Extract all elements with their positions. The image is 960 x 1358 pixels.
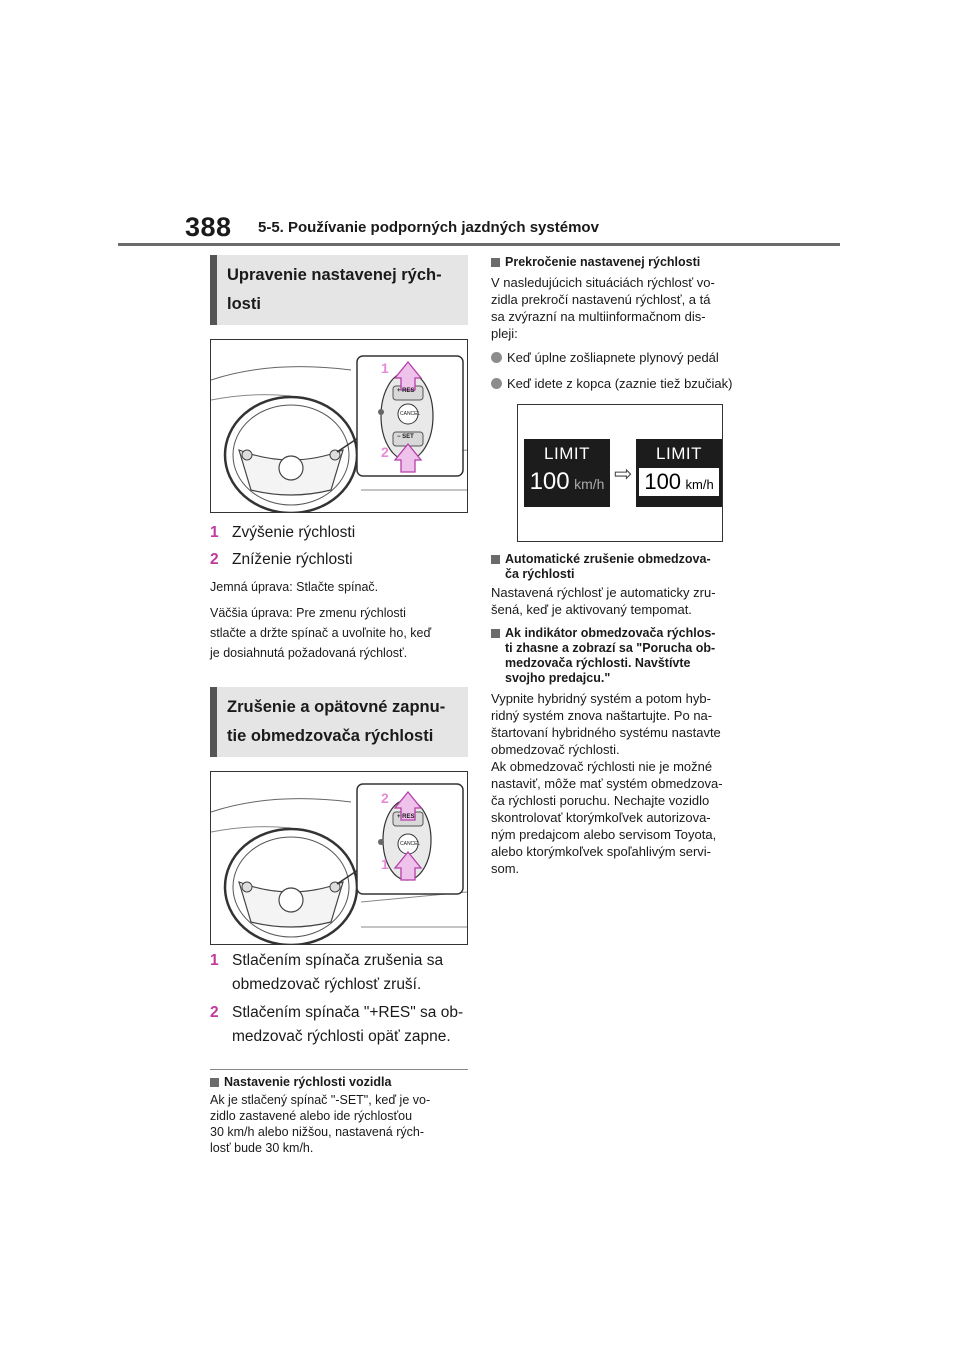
subheading-text-line: ča rýchlosti	[505, 567, 575, 581]
note-title	[210, 1075, 468, 1090]
cancel-resume-steps	[210, 949, 468, 1049]
subheading-text-line: Ak indikátor obmedzovača rýchlos-	[505, 626, 716, 640]
step-text-line: Stlačením spínača zrušenia sa	[232, 952, 444, 969]
note-fine-adjust: Jemná úprava: Stlačte spínač.	[210, 580, 379, 594]
paragraph-line: Vypnite hybridný systém a potom hyb-	[491, 691, 711, 706]
bullet-item	[491, 350, 753, 366]
steering-switch-figure-1	[210, 339, 468, 513]
paragraph-line: pleji:	[491, 326, 518, 341]
paragraph-line: ča rýchlosti poruchu. Nechajte vozidlo	[491, 793, 710, 808]
step-number: 2	[210, 551, 219, 568]
square-bullet-icon	[491, 555, 500, 564]
step-number: 2	[210, 1004, 219, 1021]
steering-wheel-illustration	[211, 340, 467, 512]
subheading-overspeed	[491, 255, 753, 270]
step-text-line: medzovač rýchlosti opäť zapne.	[232, 1028, 451, 1045]
step-item	[210, 546, 468, 573]
right-column	[491, 255, 753, 876]
note-large-adjust-line: stlačte a držte spínač a uvoľnite ho, keď	[210, 626, 432, 640]
limit-label: LIMIT	[656, 444, 702, 463]
subheading-auto-cancel	[491, 552, 753, 582]
adjust-steps	[210, 519, 468, 573]
steering-switch-figure-2	[210, 771, 468, 945]
step-number: 1	[210, 952, 219, 969]
note-line: zidlo zastavené alebo ide rýchlosťou	[210, 1109, 413, 1123]
step-item	[210, 519, 468, 546]
step-text: Zníženie rýchlosti	[232, 551, 353, 568]
header-rule	[118, 243, 840, 246]
square-bullet-icon	[491, 629, 500, 638]
paragraph-line: nastaviť, môže mať systém obmedzova-	[491, 776, 723, 791]
step-item	[210, 949, 468, 997]
note-divider	[210, 1069, 468, 1070]
bullet-item	[491, 376, 753, 392]
square-bullet-icon	[491, 258, 500, 267]
bullet-text: Keď úplne zošliapnete plynový pedál	[507, 350, 719, 365]
limit-value-row	[524, 468, 610, 496]
section-heading-line: tie obmedzovača rýchlosti	[227, 727, 434, 745]
paragraph-line: sa zvýrazní na multiinformačnom dis-	[491, 309, 706, 324]
step-text-line: obmedzovač rýchlosť zruší.	[232, 976, 422, 993]
paragraph-line: V nasledujúcich situáciách rýchlosť vo-	[491, 275, 715, 290]
chapter-title: 5-5. Používanie podporných jazdných systémov	[258, 219, 599, 236]
section-heading-cancel-resume	[210, 687, 468, 757]
callout-1: 1	[381, 360, 389, 376]
section-heading-line: losti	[227, 295, 261, 313]
callout-2: 2	[381, 444, 389, 460]
multi-info-display-figure	[517, 404, 723, 542]
indicator-off-body	[491, 691, 753, 876]
section-heading-line: Zrušenie a opätovné zapnu-	[227, 698, 446, 716]
paragraph-line: Ak obmedzovač rýchlosti nie je možné	[491, 759, 713, 774]
step-item	[210, 1001, 468, 1049]
paragraph-line: skontrolovať ktorýmkoľvek autorizova-	[491, 810, 711, 825]
left-column	[210, 255, 468, 1155]
arrow-right-icon: ⇨	[614, 461, 633, 486]
paragraph-line: ridný systém znova naštartujte. Po na-	[491, 708, 713, 723]
subheading-text-line: Automatické zrušenie obmedzova-	[505, 552, 711, 566]
section-heading-adjust-speed	[210, 255, 468, 325]
note-box-vehicle-speed	[210, 1069, 468, 1155]
button-plus-res-label: + RES	[397, 388, 415, 394]
note-large-adjust-line: Väčšia úprava: Pre zmenu rýchlosti	[210, 606, 406, 620]
button-plus-res-label: + RES	[397, 814, 415, 820]
paragraph-line: Nastavená rýchlosť je automaticky zru-	[491, 585, 716, 600]
step-text-line: Stlačením spínača "+RES" sa ob-	[232, 1004, 464, 1021]
subheading-indicator-off	[491, 626, 753, 686]
subheading-text-line: medzovača rýchlosti. Navštívte	[505, 656, 691, 670]
section-heading-line: Upravenie nastavenej rých-	[227, 266, 442, 284]
square-bullet-icon	[210, 1078, 219, 1087]
paragraph-line: zidla prekročí nastavenú rýchlosť, a tá	[491, 292, 711, 307]
page-number: 388	[185, 212, 232, 242]
callout-1: 1	[381, 856, 389, 872]
paragraph-line: alebo ktorýmkoľvek spoľahlivým servi-	[491, 844, 711, 859]
callout-2: 2	[381, 790, 389, 806]
paragraph-line: ným predajcom alebo servisom Toyota,	[491, 827, 717, 842]
note-large-adjust-line: je dosiahnutá požadovaná rýchlosť.	[210, 646, 408, 660]
paragraph-line: štartovaní hybridného systému nastavte	[491, 725, 721, 740]
subheading-text-line: ti zhasne a zobrazí sa "Porucha ob-	[505, 641, 716, 655]
subheading-text: Prekročenie nastavenej rýchlosti	[505, 255, 701, 269]
limit-value: 100	[529, 468, 570, 495]
limit-value-row-highlighted	[639, 468, 719, 496]
step-text: Zvýšenie rýchlosti	[232, 524, 356, 541]
step-number: 1	[210, 524, 219, 541]
display-before	[524, 439, 610, 507]
button-cancel-label: CANCEL	[400, 841, 421, 847]
paragraph-line: som.	[491, 861, 520, 876]
subheading-text-line: svojho predajcu."	[505, 671, 611, 685]
bullet-text: Keď idete z kopca (zaznie tiež bzučiak)	[507, 376, 733, 391]
steering-wheel-illustration	[211, 772, 467, 944]
note-line: losť bude 30 km/h.	[210, 1141, 314, 1155]
limit-unit: km/h	[574, 476, 605, 492]
note-line: Ak je stlačený spínač "-SET", keď je vo-	[210, 1093, 431, 1107]
limit-value: 100	[644, 469, 682, 494]
round-bullet-icon	[491, 352, 502, 363]
display-after	[636, 439, 722, 507]
paragraph-line: šená, keď je aktivovaný tempomat.	[491, 602, 692, 617]
round-bullet-icon	[491, 378, 502, 389]
limit-unit: km/h	[685, 477, 714, 492]
button-minus-set-label: − SET	[397, 434, 414, 440]
note-line: 30 km/h alebo nižšou, nastavená rých-	[210, 1125, 425, 1139]
button-cancel-label: CANCEL	[400, 411, 421, 417]
limit-label: LIMIT	[544, 444, 590, 463]
paragraph-line: obmedzovač rýchlosti.	[491, 742, 620, 757]
note-title-text: Nastavenie rýchlosti vozidla	[224, 1075, 392, 1089]
